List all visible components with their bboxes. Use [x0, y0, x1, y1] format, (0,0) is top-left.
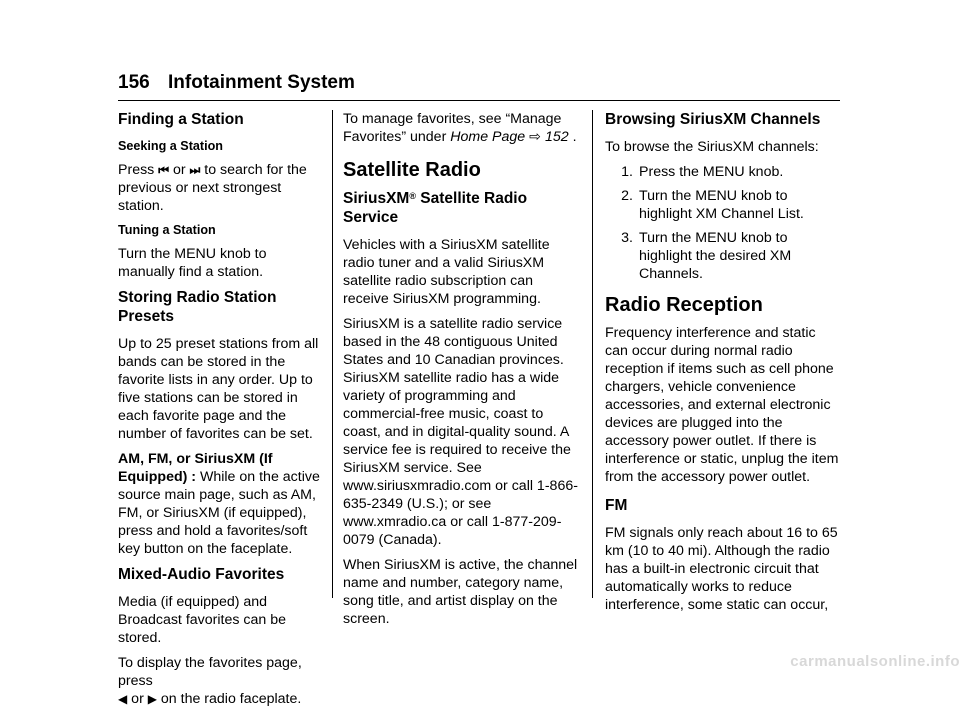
page-header — [118, 68, 840, 108]
registered-mark: ® — [409, 191, 416, 201]
list-item: 1. Press the MENU knob. — [621, 164, 784, 180]
browse-intro: To browse the SiriusXM channels: — [605, 139, 819, 155]
subheading-tuning: Tuning a Station — [118, 223, 216, 237]
column-divider — [332, 110, 333, 598]
list-item: 3. Turn the MENU knob to highlight the desired XM Channels. — [621, 230, 792, 282]
page-ref-icon: ⇨ — [529, 129, 542, 145]
manage-paragraph: To manage favorites, see “Manage Favorites” under Home Page ⇨ 152 . — [343, 111, 577, 145]
seek-paragraph: Press ⏮ or ⏭ to search for the previous or next strongest station. — [118, 162, 307, 214]
column-divider — [592, 110, 593, 598]
watermark: carmanualsonline.info — [790, 653, 960, 670]
heading-radio-reception: Radio Reception — [605, 294, 763, 316]
seek-back-icon: ⏮ — [158, 163, 170, 177]
heading-finding-station: Finding a Station — [118, 111, 244, 128]
siriusxm-paragraph-2: SiriusXM is a satellite radio service based in the 48 contiguous United States and 10 Canadian provinces. SiriusXM satellite radio has a wide variety of programming and commercial-free music, coast to coast, and in digital-quality sound. A service fee is required to receive the SiriusXM service. See www.siriusxmradio.com or call 1-866-635-2349 (U.S.); or see www.xmradio.ca or call 1-877-209-0079 (Canada). — [343, 316, 578, 548]
display-paragraph: To display the favorites page, press ◀ or ▶ on the radio faceplate. — [118, 655, 302, 707]
siriusxm-paragraph-1: Vehicles with a SiriusXM satellite radio tuner and a valid SiriusXM satellite radio subscription can receive SiriusXM programming. — [343, 237, 550, 307]
favorites-next-icon: ▶ — [147, 692, 157, 706]
heading-fm: FM — [605, 497, 628, 514]
heading-storing-presets: Storing Radio Station Presets — [118, 289, 277, 325]
seek-forward-icon: ⏭ — [189, 163, 201, 177]
heading-siriusxm-service: SiriusXM® Satellite Radio Service — [343, 190, 528, 226]
reception-paragraph: Frequency interference and static can occur during normal radio reception if items such as cell phone chargers, vehicle convenience accessories, and external electronic devices are plugged into the accessory power outlet. If there is interference or static, unplug the item from the accessory power outlet. — [605, 325, 839, 485]
section-title: Infotainment System — [168, 72, 355, 93]
header-rule — [118, 100, 840, 101]
subheading-seeking: Seeking a Station — [118, 139, 223, 153]
home-page-link[interactable]: Home Page — [450, 129, 526, 145]
mixed-paragraph: Media (if equipped) and Broadcast favorites can be stored. — [118, 594, 286, 646]
heading-satellite-radio: Satellite Radio — [343, 159, 481, 181]
column-1 — [118, 110, 323, 715]
tuning-paragraph: Turn the MENU knob to manually find a station. — [118, 246, 267, 280]
page-ref-number[interactable]: 152 — [544, 129, 569, 145]
fm-paragraph: FM signals only reach about 16 to 65 km (10 to 40 mi). Although the radio has a built-in electronic circuit that automatically works to reduce interference, some static can occur, — [605, 525, 838, 613]
heading-mixed-audio: Mixed-Audio Favorites — [118, 566, 285, 583]
heading-browsing-channels: Browsing SiriusXM Channels — [605, 111, 821, 128]
column-3 — [605, 110, 841, 621]
siriusxm-paragraph-3: When SiriusXM is active, the channel name and number, category name, song title, and artist display on the screen. — [343, 557, 578, 627]
favorites-prev-icon: ◀ — [118, 692, 128, 706]
browse-steps — [605, 163, 841, 283]
storing-paragraph: Up to 25 preset stations from all bands can be stored in the favorite lists in any order. Up to five stations can be stored in each favorite page and the number of favorites can be set. — [118, 336, 319, 442]
page-number: 156 — [118, 72, 150, 93]
list-item: 2. Turn the MENU knob to highlight XM Channel List. — [621, 188, 804, 222]
am-fm-paragraph: AM, FM, or SiriusXM (If Equipped) : While on the active source main page, such as AM, FM, or SiriusXM (if equipped), press and hold a favorites/soft key button on the faceplate. — [118, 451, 320, 557]
column-2 — [343, 110, 578, 635]
am-fm-label: AM, FM, or SiriusXM (If Equipped) : — [118, 451, 273, 485]
